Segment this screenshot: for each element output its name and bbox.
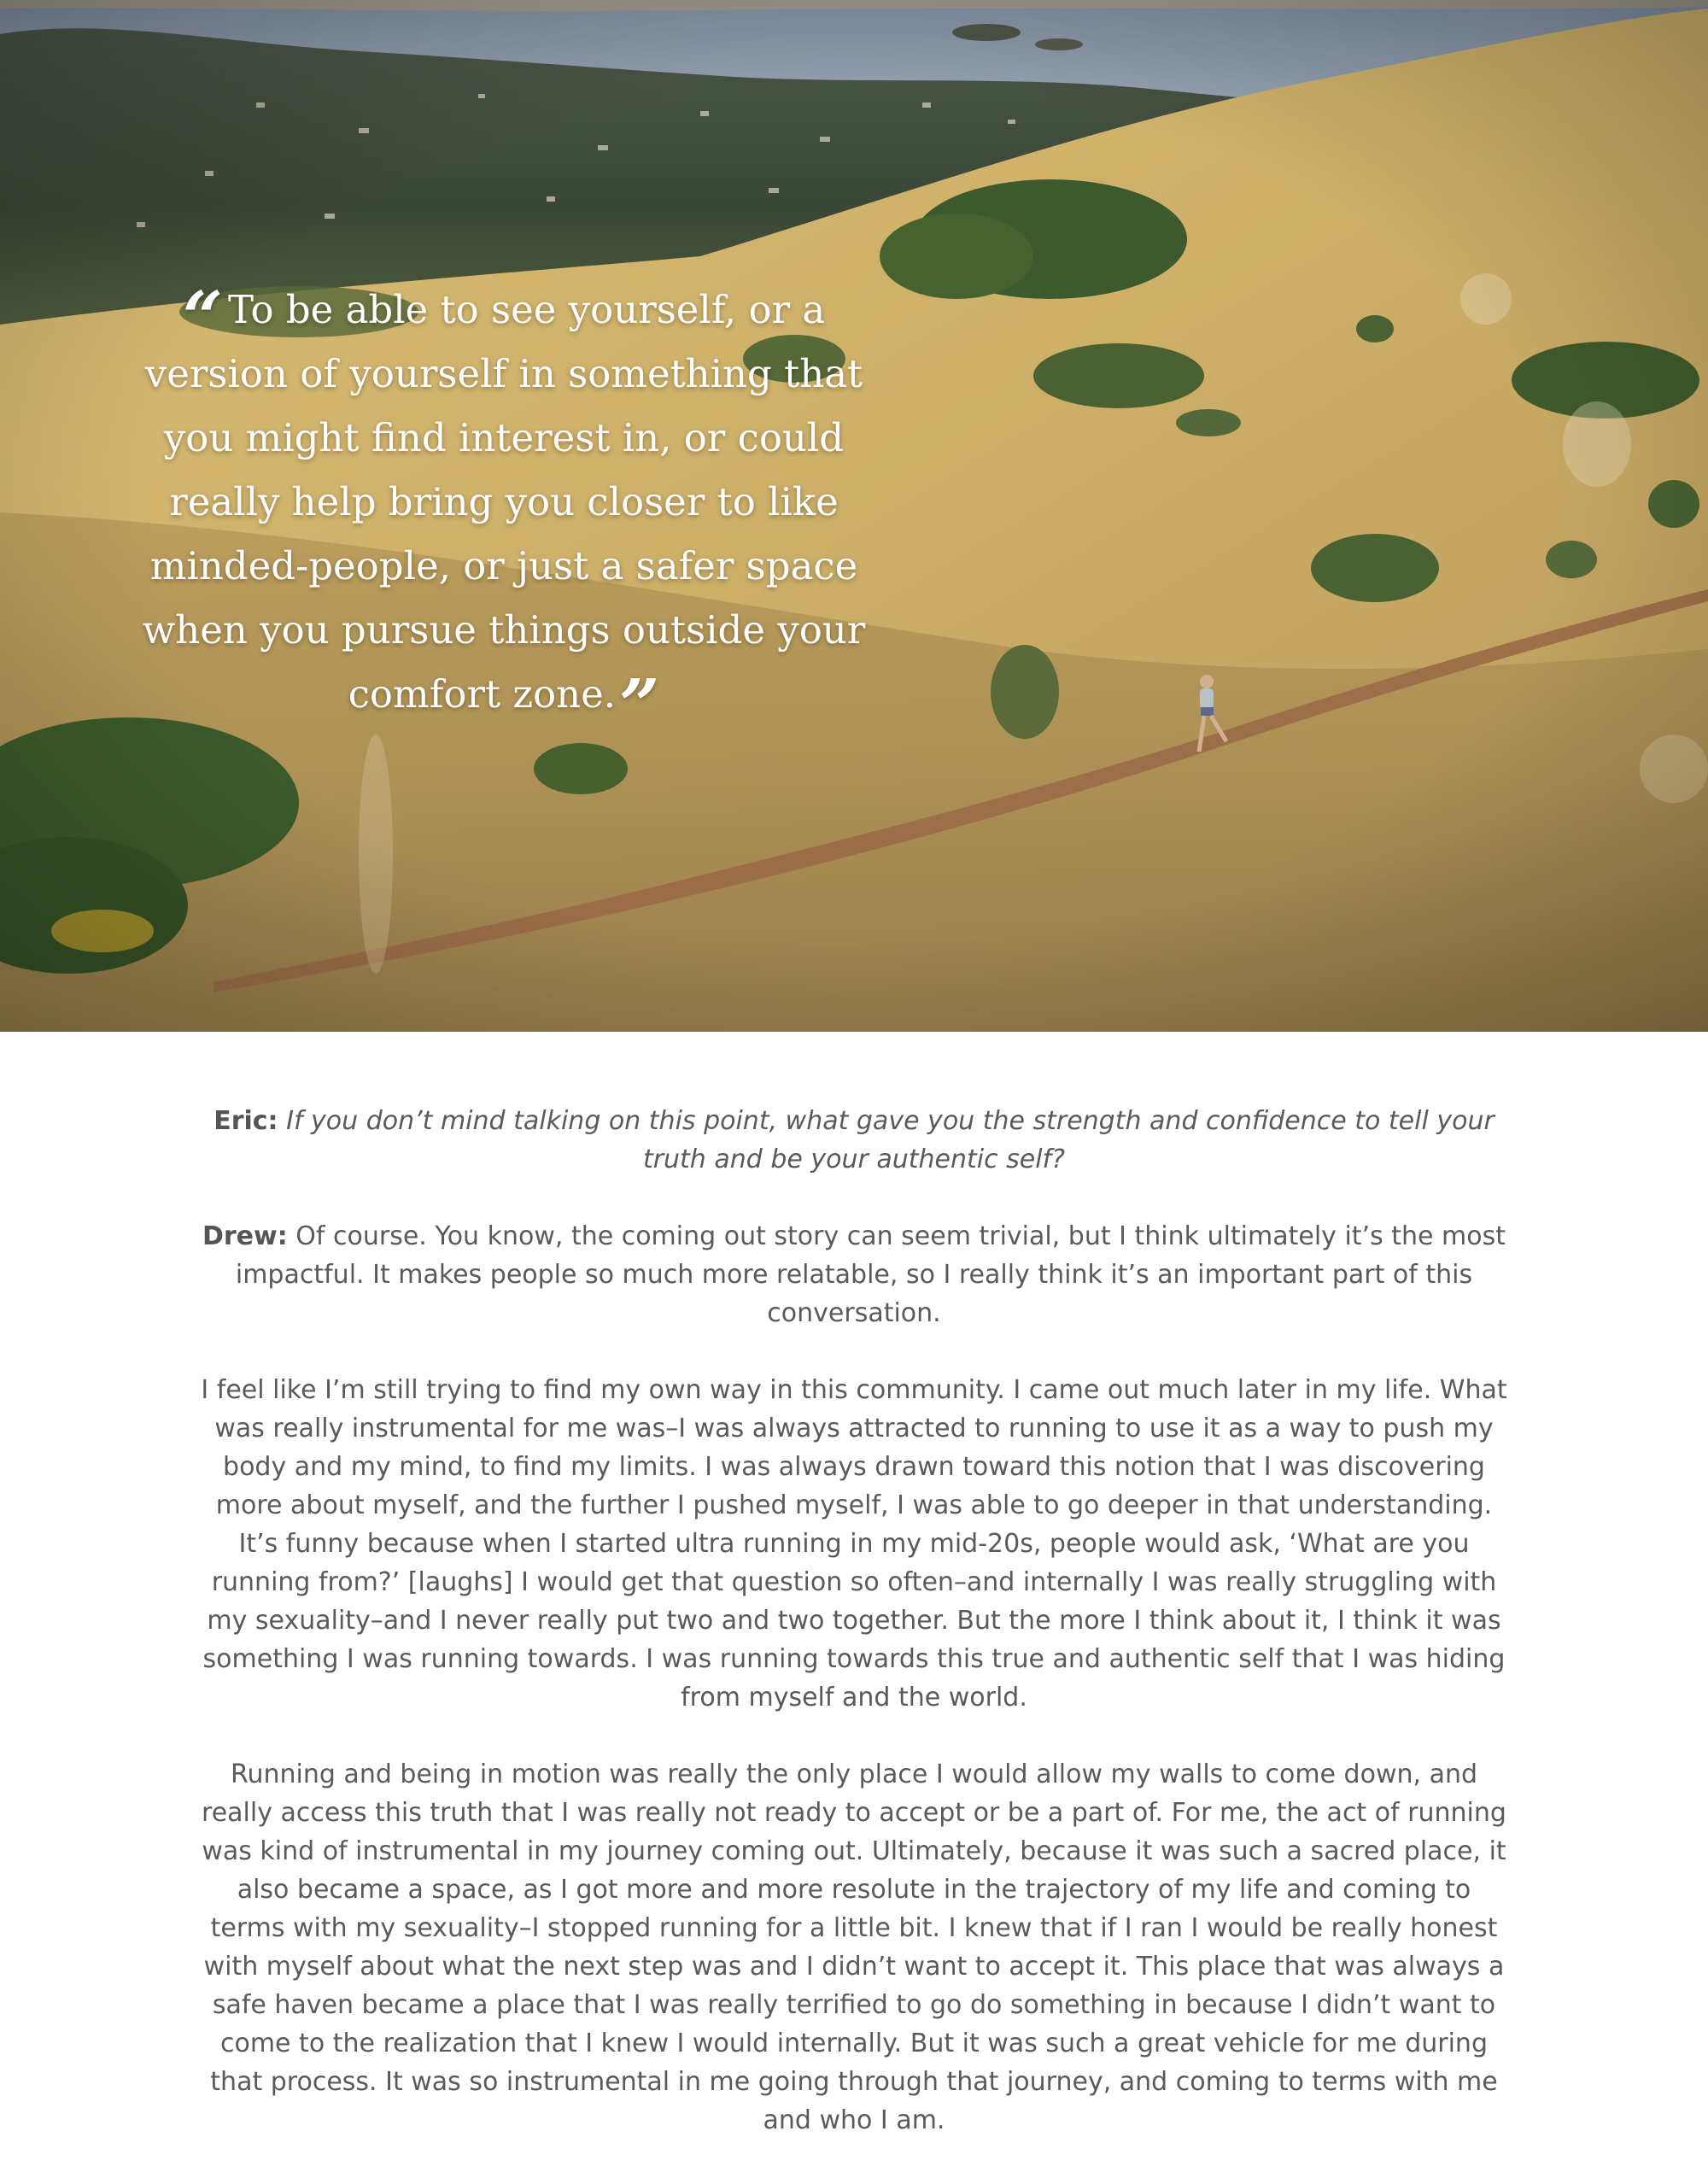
interview-article (201, 1102, 1507, 2178)
answer-paragraph: I feel like I’m still trying to find my own way in this community. I came out much later in my life. What was really instrumental for me was–I was always attracted to running to use it as a way to push my body and my mind, to find my limits. I was always drawn toward this notion that I was discovering more about myself, and the further I pushed myself, I was able to go deeper in that understanding. It’s funny because when I started ultra running in my mid-20s, people would ask, ‘What are you running from?’ [laughs] I would get that question so often–and internally I was really struggling with my sexuality–and I never really put two and two together. But the more I think about it, I think it was something I was running towards. I was running towards this true and authentic self that I was hiding from myself and the world. (201, 1375, 1507, 1713)
interview-answer (201, 1217, 1507, 1332)
answer-paragraph: Running and being in motion was really the only place I would allow my walls to come down, and really access this truth that I was really not ready to accept or be a part of. For me, the act of running was kind of instrumental in my journey coming out. Ultimately, because it was such a sacred place, it also became a space, as I got more and more resolute in the trajectory of my life and coming to terms with my sexuality–I stopped running for a little bit. I knew that if I ran I would be really honest with myself about what the next step was and I didn’t want to accept it. This place that was always a safe haven became a place that I was really terrified to go do something in because I didn’t want to come to the realization that I knew I would internally. But it was such a great vehicle for me during that process. It was so instrumental in me going through that journey, and coming to terms with me and who I am. (202, 1759, 1506, 2135)
answer-text: Of course. You know, the coming out story can seem trivial, but I think ultimately it’s the most impactful. It makes people so much more relatable, so I really think it’s an important part of this conversation. (235, 1221, 1506, 1328)
close-quote-mark: ” (619, 665, 660, 746)
open-quote-mark: “ (182, 277, 223, 359)
question-text: If you don’t mind talking on this point, what gave you the strength and confidence to tell your truth and be your authentic self? (286, 1106, 1494, 1174)
speaker-name: Eric: (214, 1106, 278, 1136)
hero-photo (0, 0, 1708, 1032)
interview-question (201, 1102, 1507, 1179)
speaker-name: Drew: (202, 1221, 288, 1251)
pull-quote-text: To be able to see yourself, or a version of yourself in something that you might find interest in, or could really help bring you closer to like minded-people, or just a safer space when you pursue things outside your comfort zone. (142, 287, 866, 717)
pull-quote (128, 277, 880, 746)
